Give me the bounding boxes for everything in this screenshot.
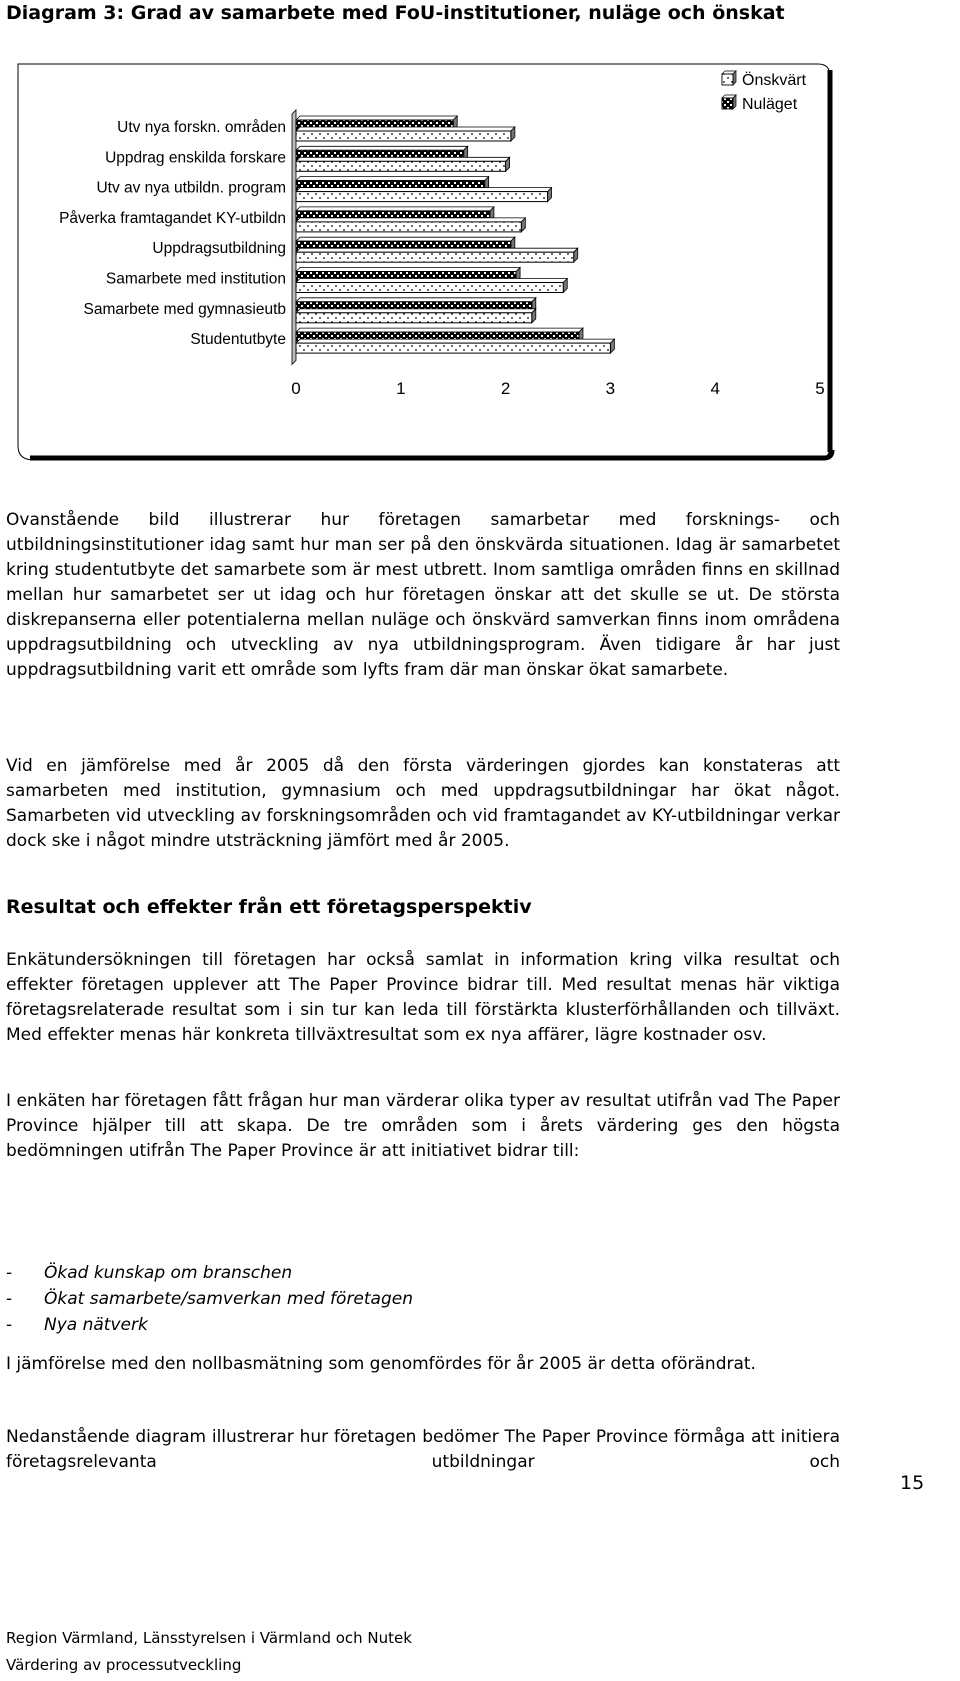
category-label: Samarbete med gymnasieutb (83, 300, 286, 318)
legend-swatch (722, 71, 736, 85)
legend (722, 71, 807, 113)
page-footer (6, 1625, 412, 1679)
legend-label: Nuläget (742, 96, 798, 113)
category-label: Uppdragsutbildning (152, 240, 286, 258)
category-label: Uppdrag enskilda forskare (105, 149, 286, 167)
plot-area (292, 110, 614, 364)
bar-onskvart (296, 127, 515, 141)
list-item: - Ökat samarbete/samverkan med företagen (6, 1289, 413, 1309)
axis-wall (292, 110, 296, 364)
bar-onskvart (296, 248, 578, 262)
paragraph-4: I enkäten har företagen fått frågan hur man värderar olika typer av resultat utifrån vad The Paper Province hjälper till att skapa. De tre områden som i årets värdering ges den högsta bedömningen utifrån The Paper Province är att initiativet bidrar till: (6, 1091, 840, 1161)
category-label: Samarbete med institution (105, 270, 286, 288)
diagram-heading: Diagram 3: Grad av samarbete med FoU-institutioner, nuläge och önskat (6, 2, 785, 24)
x-tick-label: 0 (291, 379, 301, 398)
bar-chart (10, 56, 890, 496)
section-heading: Resultat och effekter från ett företagsperspektiv (6, 896, 532, 918)
paragraph-6: Nedanstående diagram illustrerar hur företagen bedömer The Paper Province förmåga att initiera företagsrelevanta utbildningar och (6, 1427, 840, 1472)
x-tick-label: 5 (815, 379, 825, 398)
x-tick-label: 4 (710, 379, 720, 398)
footer-line-1: Region Värmland, Länsstyrelsen i Värmland och Nutek (6, 1629, 412, 1647)
paragraph-1: Ovanstående bild illustrerar hur företagen samarbetar med forsknings- och utbildningsinstitutioner idag samt hur man ser på den önskvärda situationen. Idag är samarbetet kring studentutbyte det samarbete som är mest utbrett. Inom samtliga områden finns en skillnad mellan hur samarbetet ser ut idag och hur företagen önskar att det skulle se ut. De största diskrepanserna eller potentialerna mellan nuläge och önskvärd samverkan finns inom områdena uppdragsutbildning och utveckling av nya utbildningsprogram. Även tidigare år har just uppdragsutbildning varit ett område som lyfts fram där man önskar ökat samarbete. (6, 510, 840, 680)
bar-onskvart (296, 339, 614, 353)
legend-label: Önskvärt (742, 72, 807, 89)
paragraph-3: Enkätundersökningen till företagen har också samlat in information kring vilka resultat och effekter företagen upplever att The Paper Province bidrar till. Med resultat menas här viktiga företagsrelaterade resultat som i sin tur kan leda till förstärkta klusterförhållanden och tillväxt. Med effekter menas här konkreta tillväxtresultat som ex nya affärer, lägre kostnader osv. (6, 950, 840, 1045)
paragraph-5: I jämförelse med den nollbasmätning som genomfördes för år 2005 är detta oförändrat. (6, 1354, 756, 1374)
bar-onskvart (296, 218, 525, 232)
category-label: Påverka framtagandet KY-utbildn (59, 209, 286, 227)
category-labels (59, 119, 286, 348)
legend-swatch (722, 95, 736, 109)
bar-onskvart (296, 309, 536, 323)
bar-onskvart (296, 279, 567, 293)
category-label: Utv av nya utbildn. program (96, 179, 286, 197)
result-list (6, 1260, 840, 1338)
paragraph-2: Vid en jämförelse med år 2005 då den första värderingen gjordes kan konstateras att samarbeten med institution, gymnasium och med uppdragsutbildningar har ökat något. Samarbeten vid utveckling av forskningsområden och vid framtagandet av KY-utbildningar verkar dock ske i något mindre utsträckning jämfört med år 2005. (6, 756, 840, 851)
x-tick-label: 1 (396, 379, 406, 398)
list-item: - Ökad kunskap om branschen (6, 1263, 293, 1283)
category-label: Utv nya forskn. områden (117, 119, 286, 136)
category-label: Studentutbyte (190, 331, 286, 349)
bar-onskvart (296, 157, 510, 171)
x-axis-ticks (291, 379, 824, 398)
page-number: 15 (900, 1472, 925, 1494)
list-item: - Nya nätverk (6, 1315, 148, 1335)
x-tick-label: 3 (605, 379, 616, 398)
x-tick-label: 2 (500, 379, 511, 398)
bar-onskvart (296, 188, 552, 202)
footer-line-2: Värdering av processutveckling (6, 1656, 242, 1674)
